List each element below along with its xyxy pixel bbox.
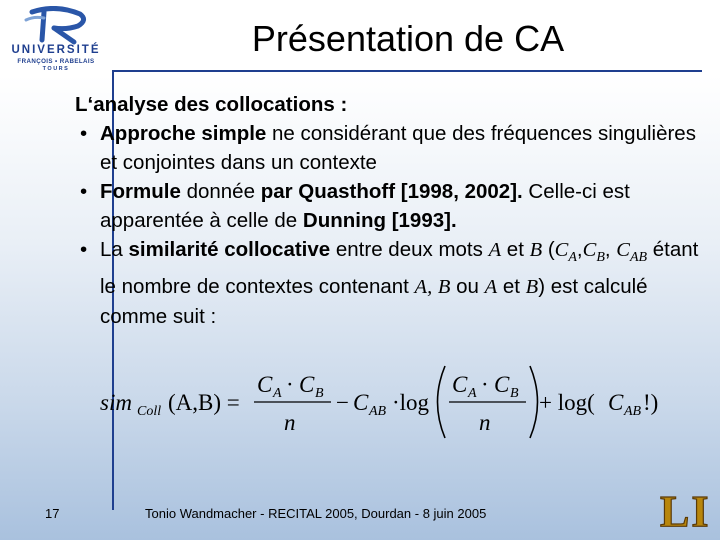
bullet3-t2: entre deux mots bbox=[330, 238, 489, 261]
bullet2-text2: Celle-ci est apparentée à celle de bbox=[100, 180, 630, 232]
bullet3-cab: C bbox=[616, 239, 630, 261]
logo-university-text: UNIVERSITÉ bbox=[11, 44, 101, 56]
formula-args: (A,B) = bbox=[168, 390, 240, 415]
bullet3-t5: , bbox=[576, 238, 583, 261]
formula-num-dot: · bbox=[286, 372, 294, 397]
bullet3-ca: C bbox=[554, 239, 569, 261]
formula-den-1: n bbox=[284, 410, 296, 435]
bullet3-t6: , bbox=[604, 238, 617, 261]
bullet-item-formula bbox=[75, 177, 705, 235]
bullet-item-approach bbox=[75, 119, 705, 177]
formula-num-sub-a: A bbox=[273, 386, 282, 401]
bullet3-t4: ( bbox=[542, 238, 555, 261]
bullet3-cb: C bbox=[582, 239, 597, 261]
bullet3-t9: ou bbox=[450, 275, 485, 298]
horizontal-rule bbox=[112, 70, 702, 72]
bullet2-bold3: Dunning [1993]. bbox=[302, 209, 457, 232]
li-logo bbox=[658, 487, 716, 531]
formula-cab-sub: AB bbox=[369, 404, 387, 419]
formula-num-c2: C bbox=[299, 372, 315, 397]
university-logo bbox=[4, 6, 108, 76]
formula-fact-end: !) bbox=[643, 390, 659, 415]
bullet3-var-b3: B bbox=[525, 276, 539, 298]
big-paren-left bbox=[438, 366, 446, 438]
content-heading: L‘analyse des collocations : bbox=[75, 93, 348, 116]
bullet3-t3: et bbox=[501, 238, 530, 261]
formula-cab: C bbox=[353, 390, 369, 415]
bullet-item-similarity bbox=[75, 235, 705, 331]
formula-num-sub-b: B bbox=[315, 386, 324, 401]
formula-num2-c1: C bbox=[452, 372, 468, 397]
li-logo-text: LI bbox=[660, 487, 711, 531]
bullet3-var-a3: A bbox=[484, 276, 498, 298]
bullet1-text: ne considérant que des fréquences singulières et conjointes dans un contexte bbox=[100, 122, 696, 174]
bullet3-ca-sub: A bbox=[568, 250, 577, 265]
bullet3-t10: et bbox=[497, 275, 526, 298]
bullet3-var-a2: A, bbox=[414, 276, 433, 298]
bullet3-t11: ) est calculé comme suit : bbox=[100, 275, 648, 328]
formula-sim-sub: Coll bbox=[137, 404, 162, 419]
formula-num2-sub-b: B bbox=[510, 386, 519, 401]
formula-fact-c: C bbox=[608, 390, 624, 415]
footer-text: Tonio Wandmacher - RECITAL 2005, Dourdan - 8 juin 2005 bbox=[145, 506, 487, 521]
bullet2-bold2: par Quasthoff [1998, 2002]. bbox=[260, 180, 523, 203]
bullet2-text1: donnée bbox=[180, 180, 261, 203]
formula-num-c1: C bbox=[257, 372, 273, 397]
formula-fact-sub: AB bbox=[624, 404, 642, 419]
bullet3-var-b: B bbox=[529, 239, 543, 261]
bullet1-bold: Approche simple bbox=[100, 122, 267, 145]
bullet3-t1: La bbox=[100, 238, 129, 261]
similarity-formula bbox=[96, 362, 666, 442]
bullet3-cab-sub: AB bbox=[629, 250, 648, 265]
formula-den-2: n bbox=[479, 410, 491, 435]
logo-subtitle-text: FRANÇOIS • RABELAIS bbox=[17, 58, 95, 65]
formula-num2-c2: C bbox=[494, 372, 510, 397]
big-paren-right bbox=[530, 366, 538, 438]
bullet3-var-b2: B bbox=[437, 276, 451, 298]
university-emblem-icon bbox=[4, 6, 108, 46]
logo-city-text: TOURS bbox=[42, 66, 70, 72]
bullet3-t7: étant le nombre de contextes contenant bbox=[100, 238, 699, 298]
formula-plus-log: + log( bbox=[539, 390, 595, 415]
formula-log: ·log bbox=[392, 390, 430, 415]
formula-sim: sim bbox=[100, 390, 132, 415]
page-number: 17 bbox=[45, 506, 60, 521]
bullet2-bold1: Formule bbox=[100, 180, 181, 203]
bullet3-bold: similarité collocative bbox=[128, 238, 331, 261]
formula-num2-sub-a: A bbox=[468, 386, 477, 401]
formula-minus: − bbox=[336, 390, 349, 415]
bullet3-cb-sub: B bbox=[596, 250, 605, 265]
formula-num2-dot: · bbox=[481, 372, 489, 397]
slide-content bbox=[75, 90, 705, 331]
slide-title: Présentation de CA bbox=[251, 18, 565, 59]
bullet3-var-a: A bbox=[488, 239, 502, 261]
bullet-list bbox=[75, 119, 705, 331]
